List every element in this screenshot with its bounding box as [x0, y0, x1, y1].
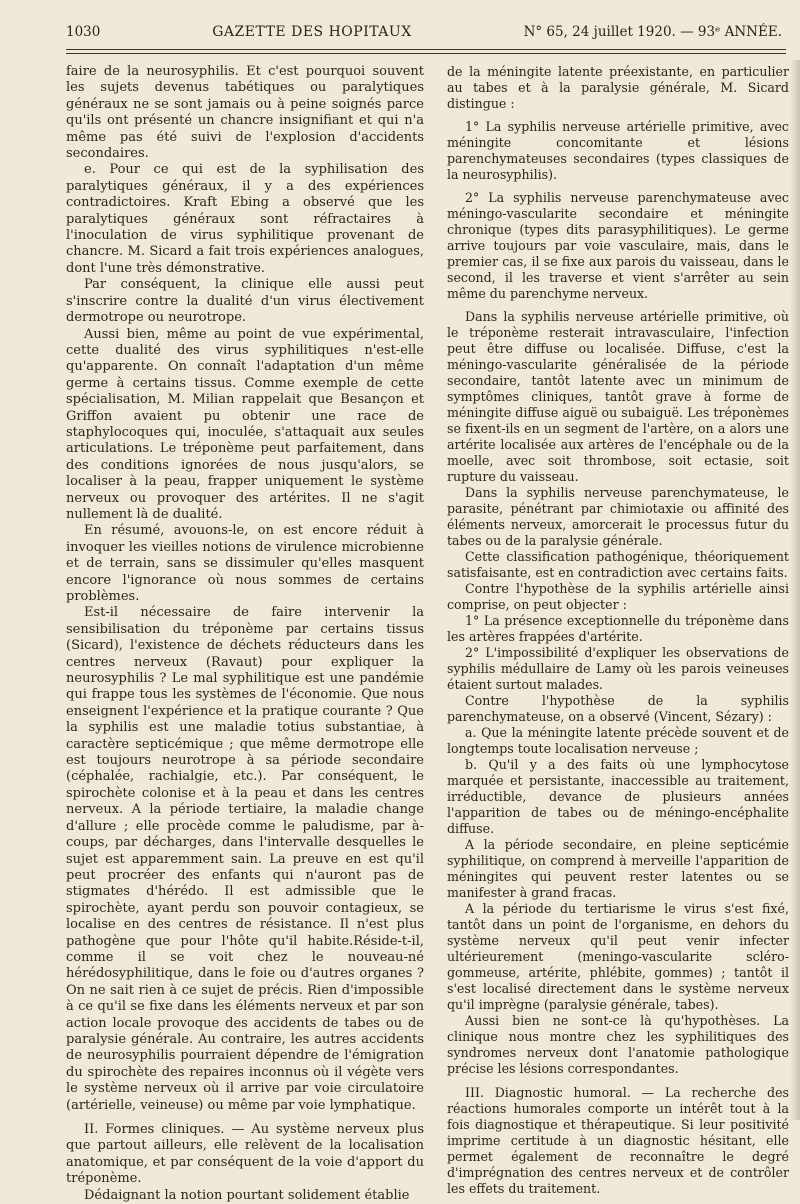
paragraph: faire de la neurosyphilis. Et c'est pourquoi souvent les sujets devenus tabétiques ou paralytiques généraux ne se sont jamais ou à peine soignés parce qu'ils ont présenté un chancre insignifiant et qui n'a même pas été suivi de l'explosion d'accidents secondaires.	[66, 64, 424, 162]
list-item: 1° La syphilis nerveuse artérielle primitive, avec méningite concomitante et lésions parenchymateuses secondaires (types classiques de la neurosyphilis).	[447, 119, 789, 182]
paragraph: Par conséquent, la clinique elle aussi peut s'inscrire contre la dualité d'un virus électivement dermotrope ou neurotrope.	[66, 277, 424, 326]
list-item: b. Qu'il y a des faits où une lymphocytose marquée et persistante, inaccessible au traitement, irréductible, devance de plusieurs années l'apparition de tabes ou de méningo-encéphalite diffuse.	[447, 757, 789, 836]
section-heading-paragraph: III. Diagnostic humoral. — La recherche des réactions humorales comporte un intérêt tout à la fois diagnostique et thérapeutique. Si leur positivité imprime certitude à un diagnostic hésitant, elle permet également de reconnaître le degré d'imprégnation des centres nerveux et de contrôler les effets du traitement.	[447, 1085, 789, 1196]
right-column	[447, 64, 789, 1197]
paragraph: Dans la syphilis nerveuse parenchymateuse, le parasite, pénétrant par chimiotaxie ou affinité des éléments nerveux, amorcerait le processus futur du tabes ou de la paralysie générale.	[447, 485, 789, 548]
journal-title: GAZETTE DES HOPITAUX	[212, 24, 412, 40]
paragraph: de la méningite latente préexistante, en particulier au tabes et à la paralysie générale, M. Sicard distingue :	[447, 64, 789, 111]
header-rule-thin	[66, 53, 786, 54]
paragraph: Dans la syphilis nerveuse artérielle primitive, où le tréponème resterait intravasculaire, l'infection peut être diffuse ou localisée. Diffuse, c'est la méningo-vascularite généralisée de la période secondaire, tantôt latente avec un minimum de symptômes cliniques, tantôt grave à forme de méningite diffuse aiguë ou subaiguë. Les tréponèmes se fixent-ils en un segment de l'artère, on a alors une artérite localisée aux artères de l'encéphale ou de la moelle, avec soit thrombose, soit ectasie, soit rupture du vaisseau.	[447, 309, 789, 484]
list-item: 2° L'impossibilité d'expliquer les observations de syphilis médullaire de Lamy où les parois veineuses étaient surtout malades.	[447, 645, 789, 692]
issue-info: N° 65, 24 juillet 1920. — 93ᵉ ANNÉE.	[523, 24, 782, 40]
paragraph: Aussi bien, même au point de vue expérimental, cette dualité des virus syphilitiques n'est-elle qu'apparente. On connaît l'adaptation d'un même germe à certains tissus. Comme exemple de cette spécialisation, M. Milian rappelait que Besançon et Griffon avaient pu obtenir une race de staphylocoques qui, inoculée, s'attaquait aux seules articulations. Le tréponème peut parfaitement, dans des conditions ignorées de nous jusqu'alors, se localiser à la peau, frapper uniquement le système nerveux ou provoquer des artérites. Il ne s'agit nullement là de dualité.	[66, 326, 424, 522]
list-item: 1° La présence exceptionnelle du tréponème dans les artères frappées d'artérite.	[447, 613, 789, 644]
list-item: 2° La syphilis nerveuse parenchymateuse avec méningo-vascularite secondaire et méningite chronique (types dits parasyphilitiques). Le germe arrive toujours par voie vasculaire, mais, dans le premier cas, il se fixe aux parois du vaisseau, dans le second, il les traverse et vient s'arrêter au sein même du parenchyme nerveux.	[447, 190, 789, 301]
paragraph: A la période secondaire, en pleine septicémie syphilitique, on comprend à merveille l'apparition de méningites qui peuvent rester latentes ou se manifester à grand fracas.	[447, 837, 789, 900]
paragraph: A la période du tertiarisme le virus s'est fixé, tantôt dans un point de l'organisme, en dehors du système nerveux qu'il peut venir infecter ultérieurement (meningo-vascularite scléro-gommeuse, artérite, phlébite, gommes) ; tantôt il s'est localisé directement dans le système nerveux qu'il imprègne (paralysie générale, tabes).	[447, 901, 789, 1012]
paragraph: Contre l'hypothèse de la syphilis parenchymateuse, on a observé (Vincent, Sézary) :	[447, 693, 789, 724]
header-rule	[66, 49, 786, 50]
paragraph: Contre l'hypothèse de la syphilis artérielle ainsi comprise, on peut objecter :	[447, 581, 789, 612]
section-heading-paragraph: II. Formes cliniques. — Au système nerveux plus que partout ailleurs, elle relèvent de la localisation anatomique, et par conséquent de la voie d'apport du tréponème.	[66, 1122, 424, 1187]
page-edge-shadow	[790, 60, 800, 1120]
page-header	[66, 24, 782, 46]
page-number: 1030	[66, 24, 101, 40]
paragraph: Aussi bien ne sont-ce là qu'hypothèses. La clinique nous montre chez les syphilitiques des syndromes nerveux dont l'anatomie pathologique précise les lésions correspondantes.	[447, 1013, 789, 1076]
list-item: a. Que la méningite latente précède souvent et de longtemps toute localisation nerveuse ;	[447, 725, 789, 756]
paragraph: Est-il nécessaire de faire intervenir la sensibilisation du tréponème par certains tissus (Sicard), l'existence de déchets réducteurs dans les centres nerveux (Ravaut) pour expliquer la neurosyphilis ? Le mal syphilitique est une pandémie qui frappe tous les systèmes de l'économie. Que nous enseignent l'expérience et la pratique courante ? Que la syphilis est une maladie totius substantiae, à caractère septicémique ; que même dermotrope elle est toujours neurotrope à sa période secondaire (céphalée, rachialgie, etc.). Par conséquent, le spirochète colonise et à la peau et dans les centres nerveux. A la période tertiaire, la maladie change d'allure ; elle procède comme le paludisme, par à-coups, par décharges, dans l'intervalle desquelles le sujet est apparemment sain. La preuve en est qu'il peut procréer des enfants qui n'auront pas de stigmates d'hérédo. Il est admissible que le spirochète, ayant perdu son pouvoir contagieux, se localise en des centres de résistance. Il n'est plus pathogène que pour l'hôte qu'il habite.Réside-t-il, comme il se voit chez le nouveau-né hérédosyphilitique, dans le foie ou d'autres organes ? On ne sait rien à ce sujet de précis. Rien d'impossible à ce qu'il se fixe dans les éléments nerveux et par son action locale provoque des accidents de tabes ou de paralysie générale. Au contraire, les autres accidents de neurosyphilis pourraient dépendre de l'émigration du spirochète des repaires inconnus où il végète vers le système nerveux où il arrive par voie circulatoire (artérielle, veineuse) ou même par voie lymphatique.	[66, 605, 424, 1113]
paragraph: Cette classification pathogénique, théoriquement satisfaisante, est en contradiction avec certains faits.	[447, 549, 789, 580]
left-column	[66, 64, 424, 1204]
paragraph: e. Pour ce qui est de la syphilisation des paralytiques généraux, il y a des expériences contradictoires. Kraft Ebing a observé que les paralytiques généraux sont réfractaires à l'inoculation de virus syphilitique provenant de chancre. M. Sicard a fait trois expériences analogues, dont l'une très démonstrative.	[66, 162, 424, 276]
paragraph: En résumé, avouons-le, on est encore réduit à invoquer les vieilles notions de virulence microbienne et de terrain, sans se dissimuler qu'elles masquent encore l'ignorance où nous sommes de certains problèmes.	[66, 523, 424, 604]
paragraph: Dédaignant la notion pourtant solidement établie	[84, 1187, 410, 1203]
